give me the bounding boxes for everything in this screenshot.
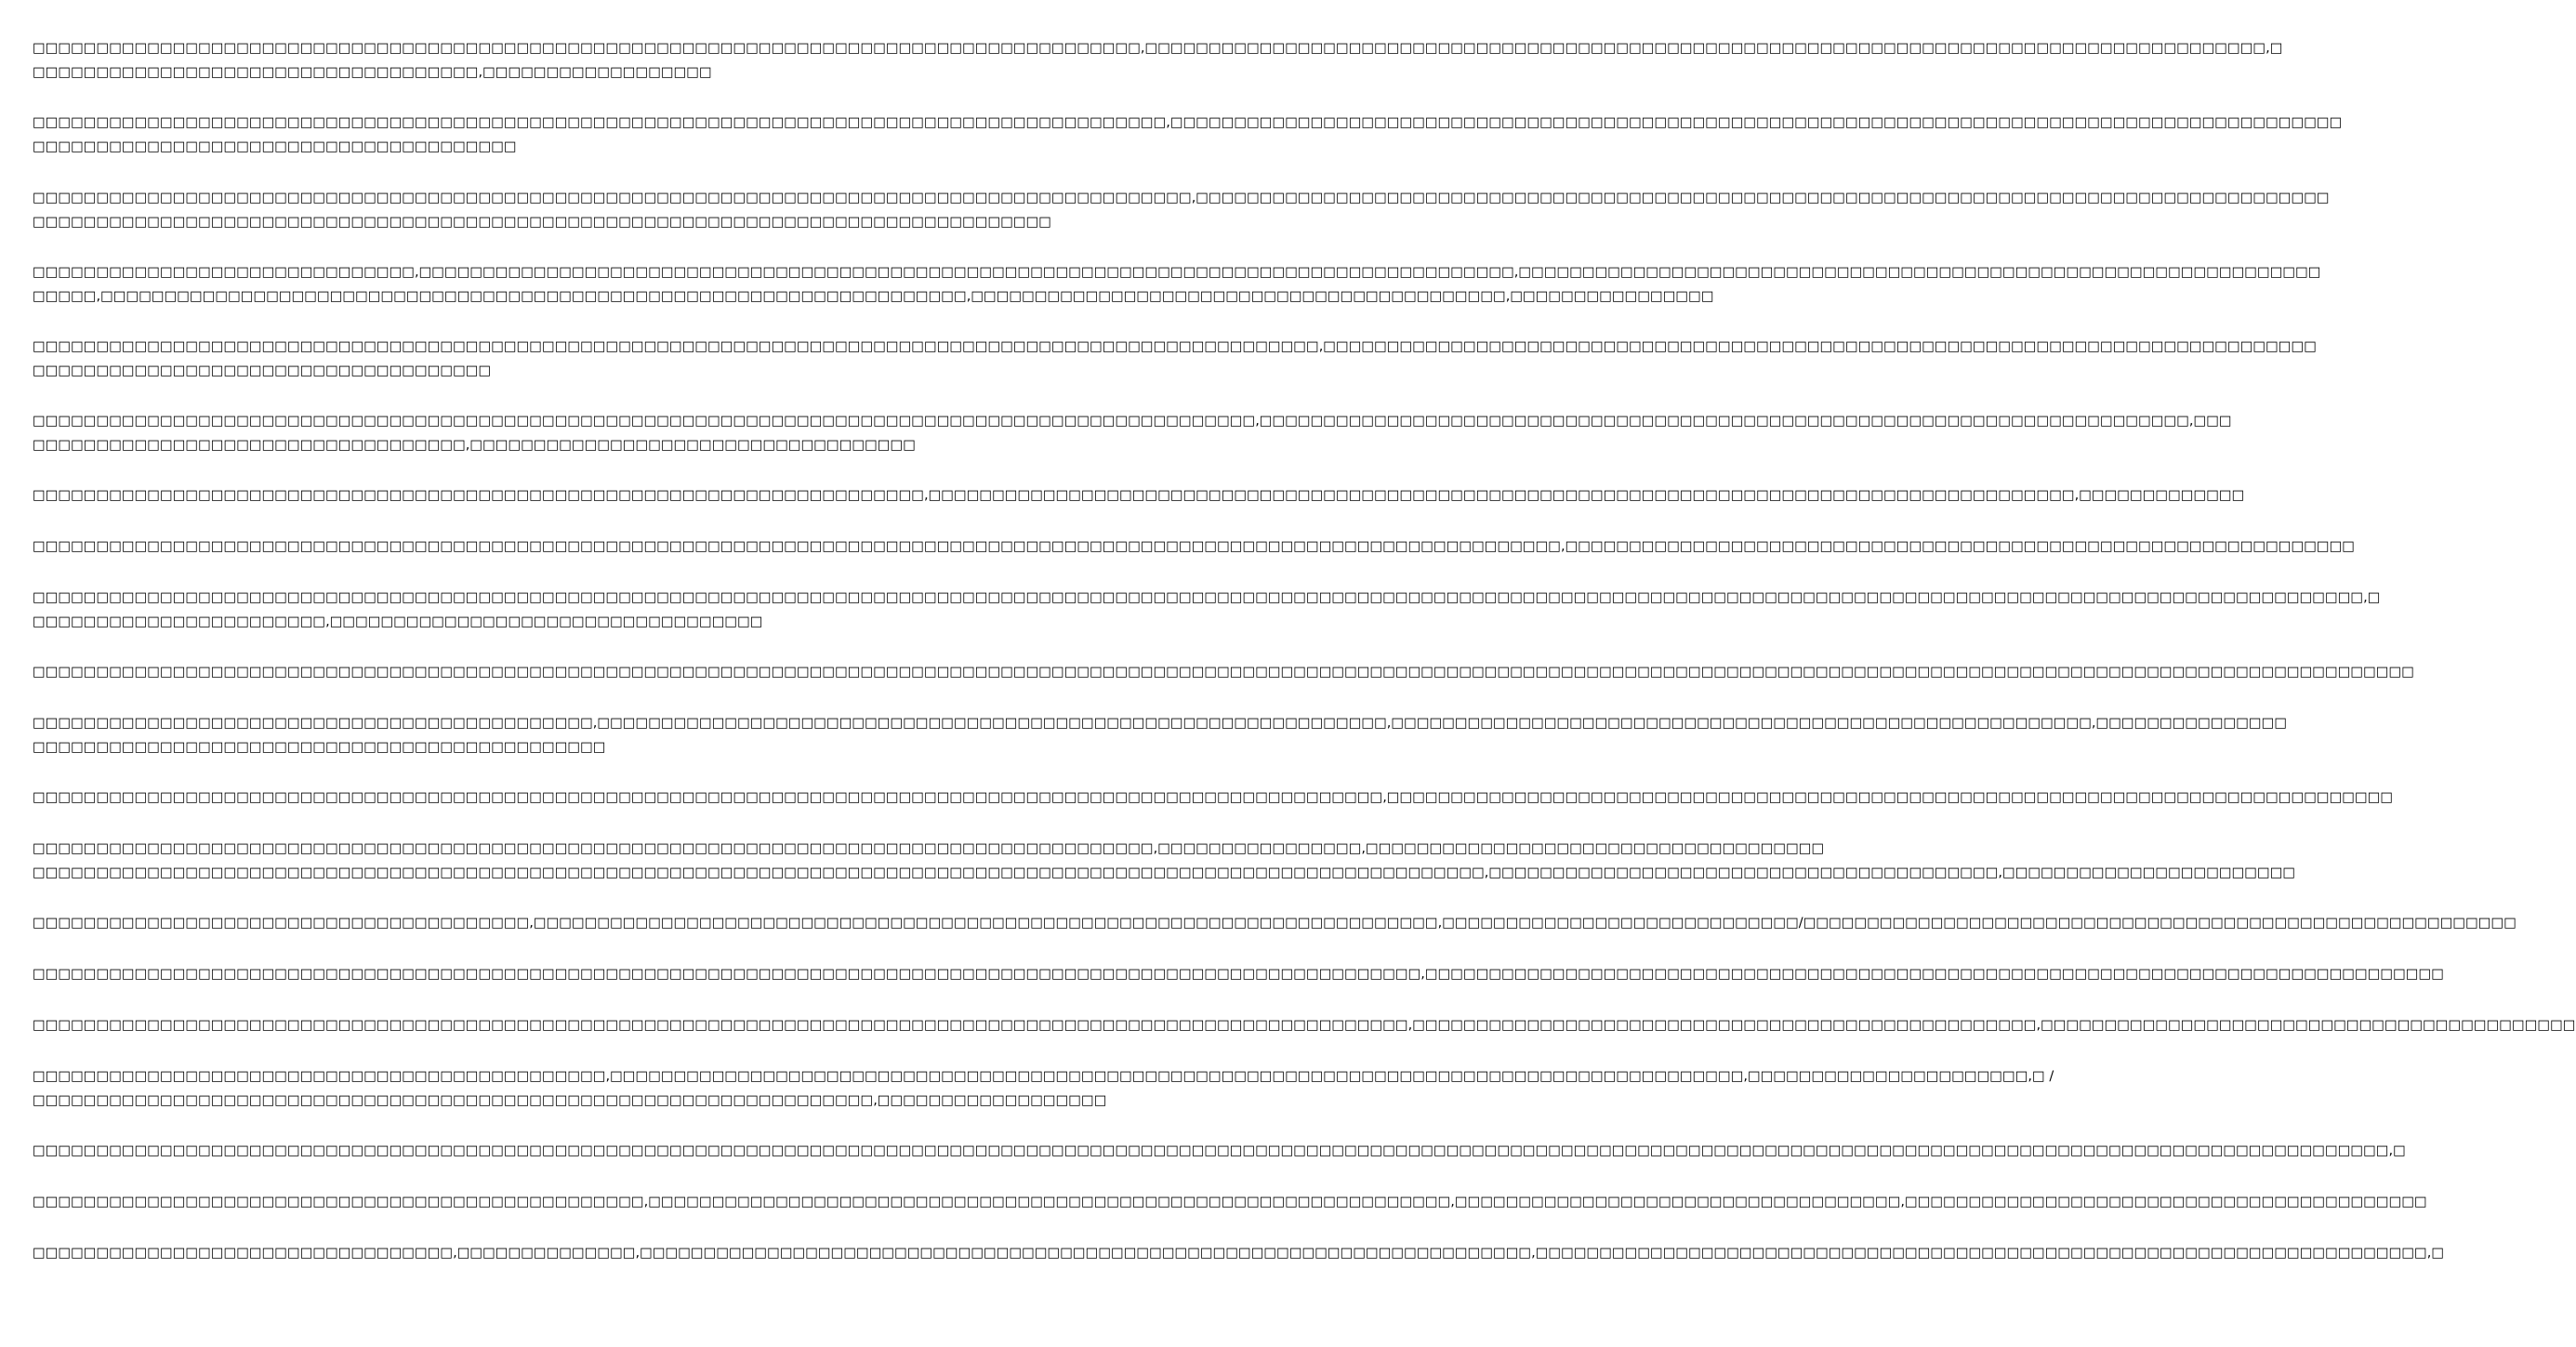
paragraph-line: □□□□□□□□□□□□□□□□□□□□□□□□□□□□□□□□□□,□□□□□□□□□□□□□□□□□□□□□□□□□□□□□□□□□□□ [33,437,916,453]
paragraph [33,587,2381,634]
document-page [33,0,2576,1347]
paragraph-line: □□□□□□□□□□□□□□□□□□□□□□□□□□□□□□□□□□□□□□□□□□□□□□□□□□□□□□□□□□□□□□□□□□□□□□□□□□□□□□□□□□□□□□□□□□□□□□□□□□□□□,□□□□□□□□□□□□□□□□□□□□□□□□□□□□□□□□□□□□□□□□□□□□□□□□□□□□□□□□□□□□□□□□□□□□□□□□□□□□□□ [33,339,2317,354]
paragraph-line: □□□□□□□□□□□□□□□□□□□□□□□□□□□□□□□□□□□□□□□□□□□□□□□□□□□□□□□□□□□□□□□□□□□□□□□□□□□□□□□□□□□□□□□□□□□□□□□□□□□□□□□□□□□□□□□□□□□□□□□□□□□□□□□□□□□□□□□□□□□□□□□□□□□□□□□□□□□□□□□□□□□□□□□□□□□□□□□□□□□□□□□□□,□ [33,1143,2406,1158]
paragraph-line: □□□□□□□□□□□□□□□□□□□□□□□□□□□□□□□□□,□□□□□□□□□□□□□□,□□□□□□□□□□□□□□□□□□□□□□□□□□□□□□□□□□□□□□□□□□□□□□□□□□□□□□□□□□□□□□□□□□□□□□,□□□□□□□□□□□□□□□□□□□□□□□□□□□□□□□□□□□□□□□□□□□□□□□□□□□□□□□□□□□□□□□□□□□□□□,□ [33,1246,2445,1261]
paragraph-line: □□□□□□□□□□□□□□□□□□□□□□□,□□□□□□□□□□□□□□□□□□□□□□□□□□□□□□□□□□ [33,614,763,629]
paragraph-line: □□□□□□□□□□□□□□□□□□□□□□□□□□□□□□□□□□□□□□□□□□□□,□□□□□□□□□□□□□□□□□□□□□□□□□□□□□□□□□□□□□□□□□□□□□□□□□□□□□□□□□□□□□□,□□□□□□□□□□□□□□□□□□□□□□□□□□□□□□□□□□□□□□□□□□□□□□□□□□□□□□□,□□□□□□□□□□□□□□□ [33,716,2288,731]
paragraph [33,838,2296,885]
paragraph-line: □□□□□,□□□□□□□□□□□□□□□□□□□□□□□□□□□□□□□□□□□□□□□□□□□□□□□□□□□□□□□□□□□□□□□□□□□□,□□□□□□□□□□□□□□□□□□□□□□□□□□□□□□□□□□□□□□□□□□,□□□□□□□□□□□□□□□□ [33,288,1714,304]
paragraph-line: □□□□□□□□□□□□□□□□□□□□□□□□□□□□□□□□□□□,□□□□□□□□□□□□□□□□□□ [33,64,712,80]
paragraph-line: □□□□□□□□□□□□□□□□□□□□□□□□□□□□□□□□□□□□□□□,□□□□□□□□□□□□□□□□□□□□□□□□□□□□□□□□□□□□□□□□□□□□□□□□□□□□□□□□□□□□□□□□□□□□□□□,□□□□□□□□□□□□□□□□□□□□□□□□□□□□/□□□□□□□□□□□□□□□□□□□□□□□□□□□□□□□□□□□□□□□□□□□□□□□□□□□□□□□□ [33,916,2517,931]
paragraph-line: □□□□□□□□□□□□□□□□□□□□□□□□□□□□□□□□□□□□□□□□□□□□□□□□□□□□□□□□□□□□□□□□□□□□□□,□□□□□□□□□□□□□□□□□□□□□□□□□□□□□□□□□□□□□□□□□□□□□□□□□□□□□□□□□□□□□□□□□□□□□□□□□□□□□□□□□□□□□□□□□□,□□□□□□□□□□□□□ [33,488,2245,503]
paragraph [33,535,2356,560]
paragraph-line: □□□□□□□□□□□□□□□□□□□□□□□□□□□□□□□□□□□□ [33,363,492,378]
paragraph-line: □□□□□□□□□□□□□□□□□□□□□□□□□□□□□□□□□□□□□□□□□□□□□□□□□□□□□□□□□□□□□□□□□□□□□□□□□□□□□□□□□□□□□□□□□□□□□□□□□□□□□□□□□□□□□□□□□□□□□□□□□□□□□□□□□□□□□□□□□□□□□□□□□□□□□□□□□□□□□□□□□□□□□□□□□□□□□□□□□□□□□□□,□ [33,590,2381,605]
paragraph-line: □□□□□□□□□□□□□□□□□□□□□□□□□□□□□□□□□□□□□□□□□□□□□□□□□□□□□□□□□□□□□□□□□□□□□□□□□□□□□□□□□□□□□□□□□□□□□□□□□□□□□□□□□□,□□□□□□□□□□□□□□□□□□□□□□□□□□□□□□□□□□□□□□□□□□□□□□□□□□□□□□□□□□□□□□□□□□□□□□□□□□□□□□□ [33,790,2394,805]
paragraph [33,786,2394,811]
paragraph [33,336,2317,383]
paragraph-line: □□□□□□□□□□□□□□□□□□□□□□□□□□□□□□□□□□□□□□□□□□□□□□□□□□□□□□□□□□□□□□□□□□□□□□□□□□□□□□□□□□□□□□□□□□□□□□□□□□□□□□□□□□□□□□□□□□□□□□□□,□□□□□□□□□□□□□□□□□□□□□□□□□□□□□□□□□□□□□□□□□□□□□□□□□□□□□□□□□□□□□□ [33,539,2356,554]
paragraph [33,1242,2445,1266]
paragraph [33,484,2245,508]
paragraph-line: □□□□□□□□□□□□□□□□□□□□□□□□□□□□□□□□□□□□□□ [33,139,517,154]
paragraph-line: □□□□□□□□□□□□□□□□□□□□□□□□□□□□□□□□□□□□□□□□□□□□□□□□□□□□□□□□□□□□□□□□□□□□□□□□□□□□□□□□□□□□□□□□□□□□□□□□□□□□□□□□□□□□□□□□□□,□□□□□□□□□□□□□□□□□□□□□□□□□□□□□□□□□□□□□□□□,□□□□□□□□□□□□□□□□□□□□□□□ [33,865,2296,880]
paragraph-line: □□□□□□□□□□□□□□□□□□□□□□□□□□□□□□□□□□□□□□□□□□□□□□□□□□□□□□□□□□□□□□□□□□□□□□□□□□□□□□□□□□□□□□□□,□□□□□□□□□□□□□□□□,□□□□□□□□□□□□□□□□□□□□□□□□□□□□□□□□□□□□ [33,841,1825,856]
paragraph [33,963,2444,987]
paragraph [33,1014,2576,1038]
paragraph-line: □□□□□□□□□□□□□□□□□□□□□□□□□□□□□□□□□□□□□□□□□□□□□□□□□□□□□□□□□□□□□□□□□□□□□□□□□□□□□□□□□□□□□□□□□□□□□□□□□□□□□□□□□□□□,□□□□□□□□□□□□□□□□□□□□□□□□□□□□□□□□□□□□□□□□□□□□□□□□□,□□□□□□□□□□□□□□□□□□□□□□□□□□□□□□□□□□□□□□□□□□ [33,1018,2576,1033]
paragraph [33,712,2288,759]
paragraph-line: □□□□□□□□□□□□□□□□□□□□□□□□□□□□□□□□□□□□□□□□□□□□□ [33,739,606,755]
paragraph [33,37,2283,85]
paragraph-line: □□□□□□□□□□□□□□□□□□□□□□□□□□□□□□□□□□□□□□□□□□□□□□□□□□□□□□□□□□□□□□□□□□□□□□□□□□□□□□□□□□□□□□□,□□□□□□□□□□□□□□□□□□□□□□□□□□□□□□□□□□□□□□□□□□□□□□□□□□□□□□□□□□□□□□□□□□□□□□□□□□□□□□□□□□□□□□□□,□ [33,41,2283,56]
paragraph-line: □□□□□□□□□□□□□□□□□□□□□□□□□□□□□□□□□□□□□□□□□□□□□□□□□□□□□□□□□□□□□□□□□□□□□□□□□□□□□□□□□□□□□□□□□,□□□□□□□□□□□□□□□□□□□□□□□□□□□□□□□□□□□□□□□□□□□□□□□□□□□□□□□□□□□□□□□□□□□□□□□□□□□□□□□□□□□□□□□□□□□□ [33,115,2343,130]
paragraph-line: □□□□□□□□□□□□□□□□□□□□□□□□□□□□□□□□□□□□□□□□□□□□□□□□□□□□□□□□□□□□□□□□□□□□□□□□□□□□□□□□□□□□□□□□□□□□□□□□,□□□□□□□□□□□□□□□□□□□□□□□□□□□□□□□□□□□□□□□□□□□□□□□□□□□□□□□□□□□□□□□□□□□□□□□□□,□□□ [33,414,2232,429]
paragraph [33,912,2517,936]
paragraph [33,1191,2427,1215]
paragraph-line: □□□□□□□□□□□□□□□□□□□□□□□□□□□□□□□□□□□□□□□□□□□□□□□□□□□□□□□□□□□□□□□□□□□□□□□□□□□□□□□□□□□□□□□□□□□□□□□□□□□□□□□□□□□□□,□□□□□□□□□□□□□□□□□□□□□□□□□□□□□□□□□□□□□□□□□□□□□□□□□□□□□□□□□□□□□□□□□□□□□□□□□□□□□□□□ [33,967,2444,982]
paragraph [33,661,2414,685]
paragraph [33,410,2232,457]
paragraph-line: □□□□□□□□□□□□□□□□□□□□□□□□□□□□□□□□□□□□□□□□□□□□□□□□,□□□□□□□□□□□□□□□□□□□□□□□□□□□□□□□□□□□□□□□□□□□□□□□□□□□□□□□□□□□□□□□,□□□□□□□□□□□□□□□□□□□□□□□□□□□□□□□□□□□,□□□□□□□□□□□□□□□□□□□□□□□□□□□□□□□□□□□□□□□□□ [33,1195,2427,1209]
paragraph [33,1065,2054,1113]
paragraph [33,112,2343,159]
paragraph [33,1140,2406,1164]
paragraph [33,261,2321,309]
paragraph-line: □□□□□□□□□□□□□□□□□□□□□□□□□□□□□□□□□□□□□□□□□□□□□□□□□□□□□□□□□□□□□□□□□□□□□□□□□□□□□□□□□□□□□□□□□□□□□□□□□□□□□□□□□□□□□□□□□□□□□□□□□□□□□□□□□□□□□□□□□□□□□□□□□□□□□□□□□□□□□□□□□□□□□□□□□□□□□□□□□□□□□□□□□□□ [33,665,2414,680]
paragraph-line: □□□□□□□□□□□□□□□□□□□□□□□□□□□□□□□□□□□□□□□□□□□□□□□□□□□□□□□□□□□□□□□□□□□□□□□□□□□□□□□□ [33,214,1051,230]
paragraph-line: □□□□□□□□□□□□□□□□□□□□□□□□□□□□□□□□□□□□□□□□□□□□□□□□□□□□□□□□□□□□□□□□□□□□□□□□□□□□□□□□□□□□□□□□□□□,□□□□□□□□□□□□□□□□□□□□□□□□□□□□□□□□□□□□□□□□□□□□□□□□□□□□□□□□□□□□□□□□□□□□□□□□□□□□□□□□□□□□□□□□□ [33,191,2330,205]
paragraph-line: □□□□□□□□□□□□□□□□□□□□□□□□□□□□□□□□□□□□□□□□□□□□□□□□□□□□□□□□□□□□□□□□□□,□□□□□□□□□□□□□□□□□□ [33,1092,1107,1108]
paragraph-line: □□□□□□□□□□□□□□□□□□□□□□□□□□□□□□□□□□□□□□□□□□□□□,□□□□□□□□□□□□□□□□□□□□□□□□□□□□□□□□□□□□□□□□□□□□□□□□□□□□□□□□□□□□□□□□□□□□□□□□□□□□□□□□□□□□□□□□□,□□□□□□□□□□□□□□□□□□□□□□,□ / [33,1069,2054,1084]
paragraph [33,187,2330,234]
paragraph-line: □□□□□□□□□□□□□□□□□□□□□□□□□□□□□□,□□□□□□□□□□□□□□□□□□□□□□□□□□□□□□□□□□□□□□□□□□□□□□□□□□□□□□□□□□□□□□□□□□□□□□□□□□□□□□□□□□□□□□,□□□□□□□□□□□□□□□□□□□□□□□□□□□□□□□□□□□□□□□□□□□□□□□□□□□□□□□□□□□□□□□ [33,265,2321,280]
